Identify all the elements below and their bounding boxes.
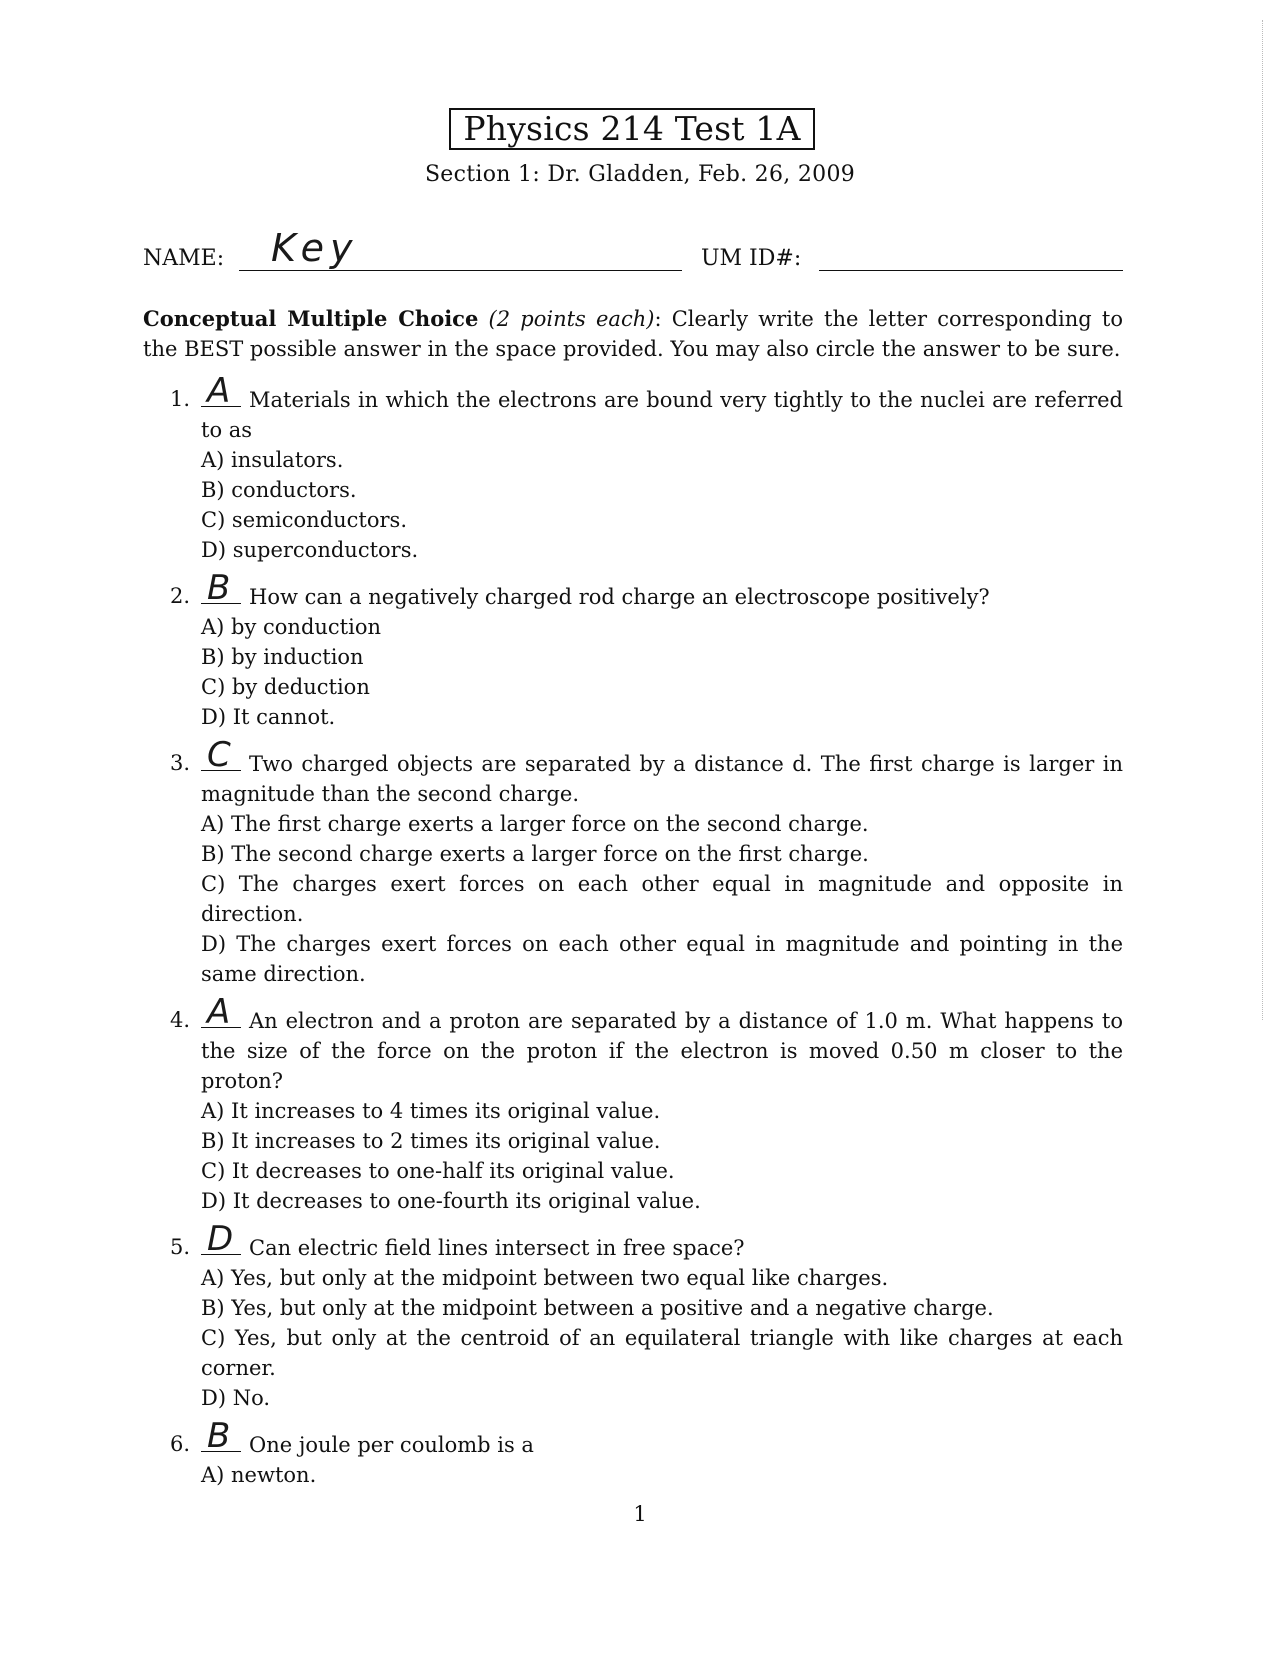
answer-option: D) It decreases to one-fourth its original value. [201,1189,701,1213]
answer-option: C) The charges exert forces on each other equal in magnitude and opposite in direction. [201,872,1123,926]
question-number: 3. [170,751,191,775]
question-item [143,735,1123,989]
question-number: 1. [170,387,191,411]
handwritten-answer: D [207,1219,234,1259]
instructions-points: (2 points each) [488,307,655,331]
question-head [143,1416,1123,1460]
answer-option: A) newton. [201,1463,317,1487]
question-number: 2. [170,584,191,608]
instructions-heading: Conceptual Multiple Choice [143,306,479,331]
answer-option: A) insulators. [201,448,344,472]
question-number: 4. [170,1008,191,1032]
answer-blank [201,992,241,1032]
answer-option: C) semiconductors. [201,508,408,532]
answer-option: C) It decreases to one-half its original value. [201,1159,675,1183]
question-head [143,1219,1123,1263]
question-head [143,568,1123,612]
question-head [143,371,1123,445]
name-handwritten-value: Key [271,226,359,270]
handwritten-answer: B [207,568,231,608]
page-number: 1 [633,1502,647,1526]
question-number: 5. [170,1235,191,1259]
question-prompt: Two charged objects are separated by a distance d. The first charge is larger in magnitude than the second charge. [201,752,1123,806]
question-prompt: One joule per coulomb is a [249,1433,534,1457]
question-head [143,992,1123,1096]
student-info-row [143,226,1123,282]
answer-blank [201,371,241,411]
answer-option: A) Yes, but only at the midpoint between two equal like charges. [201,1266,889,1290]
answer-option: B) by induction [201,645,364,669]
question-prompt: How can a negatively charged rod charge an electroscope positively? [249,585,990,609]
answer-blank [201,735,241,775]
answer-option: D) The charges exert forces on each other equal in magnitude and pointing in the same direction. [201,932,1123,986]
exam-subtitle: Section 1: Dr. Gladden, Feb. 26, 2009 [424,162,856,187]
id-label: UM ID#: [701,246,802,271]
question-item [143,992,1123,1216]
id-field-line [819,270,1123,271]
name-label: NAME: [143,246,225,271]
question-item [143,1416,1123,1490]
answer-option: D) It cannot. [201,705,336,729]
answer-blank [201,568,241,608]
question-prompt: Materials in which the electrons are bound very tightly to the nuclei are referred to as [201,388,1123,442]
handwritten-answer: C [207,735,231,775]
instructions-text: : Clearly write the letter corresponding to the BEST possible answer in the space provided. You may also circle the answer to be sure. [143,307,1123,361]
answer-option: B) It increases to 2 times its original value. [201,1129,661,1153]
answer-option: B) The second charge exerts a larger force on the first charge. [201,842,869,866]
question-item [143,1219,1123,1413]
answer-option: C) by deduction [201,675,370,699]
question-number: 6. [170,1432,191,1456]
question-prompt: An electron and a proton are separated by a distance of 1.0 m. What happens to the size of the force on the proton if the electron is moved 0.50 m closer to the proton? [201,1009,1123,1093]
answer-option: D) No. [201,1386,271,1410]
answer-option: C) Yes, but only at the centroid of an equilateral triangle with like charges at each corner. [201,1326,1123,1380]
handwritten-answer: A [207,371,231,411]
answer-blank [201,1416,241,1456]
exam-title: Physics 214 Test 1A [449,108,815,150]
instructions [143,304,1123,364]
answer-option: D) superconductors. [201,538,419,562]
question-item [143,371,1123,565]
answer-option: B) conductors. [201,478,357,502]
question-head [143,735,1123,809]
question-list [143,371,1123,1506]
handwritten-answer: B [207,1416,231,1456]
name-field-line [239,270,682,271]
handwritten-answer: A [207,992,231,1032]
question-prompt: Can electric field lines intersect in free space? [249,1236,745,1260]
question-item [143,568,1123,732]
answer-option: A) It increases to 4 times its original value. [201,1099,661,1123]
answer-blank [201,1219,241,1259]
answer-option: B) Yes, but only at the midpoint between a positive and a negative charge. [201,1296,994,1320]
answer-option: A) The first charge exerts a larger force on the second charge. [201,812,869,836]
answer-option: A) by conduction [201,615,381,639]
